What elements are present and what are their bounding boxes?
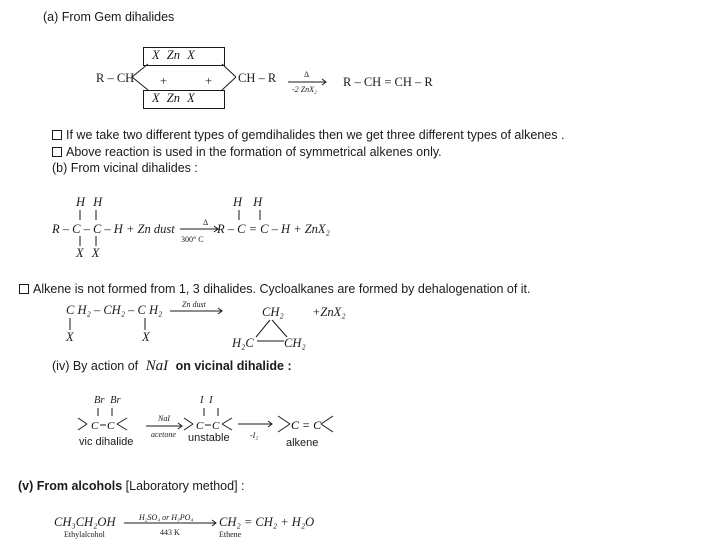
svg-text:C: C [107,420,115,432]
ring-top: CH₂ [262,305,284,319]
arrow-top-v: H₂SO₄ or H₃PO₄ [139,513,194,522]
reactant-v: CH₃CH₂OH [54,515,116,529]
arrow1-top: NaI [158,414,170,423]
product-label: Ethene [219,530,242,539]
right-group: CH – R [238,71,277,85]
label-alkene: alkene [286,437,319,449]
nai-reagent: NaI [145,358,169,374]
i-labels: I I [200,395,213,406]
h-top-left: H H [76,195,103,209]
note-1: If we take two different types of gemdihalides then we get three different types of alkenes . [52,128,564,142]
svg-text:C = C: C = C [291,418,322,432]
arrow-bottom-a: -2 ZnX₂ [292,85,317,94]
ring-left: H₂C [232,336,254,350]
ring-right: CH₂ [284,336,306,350]
section-a-heading: (a) From Gem dihalides [43,10,175,24]
reactant-label: Ethylalcohol [64,530,105,539]
label-unstable: unstable [188,432,230,444]
arrow1-bottom: acetone [151,430,176,439]
product-a: R – CH = CH – R [343,75,433,89]
plus-right: + [205,74,213,88]
h-top-right: H H [233,195,263,209]
reactant-13: C H₂ – CH₂ – C H₂ [66,303,163,317]
svg-text:C: C [91,420,99,432]
x-bottom: X X [76,246,100,260]
plus-left: + [160,74,168,88]
note-13: Alkene is not formed from 1, 3 dihalides. Cycloalkanes are formed by dehalogenation of it. [19,282,531,296]
top-row: X Zn X [152,48,195,62]
svg-text:C: C [212,420,220,432]
label-vic: vic dihalide [79,436,134,448]
br-labels: Br Br [94,395,121,406]
arrow-top-a: Δ [304,70,310,79]
arrow-bottom-b: 300° C [181,235,204,244]
x-left-13: X [66,330,74,344]
arrow2-bottom: -I₂ [250,431,259,440]
product-b: R – C = C – H + ZnX₂ [217,222,330,236]
arrow-bottom-v: 443 K [160,528,180,537]
arrow-top-13: Zn dust [182,300,206,309]
bottom-row: X Zn X [152,91,195,105]
x-right-13: X [142,330,150,344]
byproduct-13: +ZnX₂ [312,305,346,319]
chain-b: R – C – C – H + Zn dust [52,222,175,236]
note-2: Above reaction is used in the formation of symmetrical alkenes only. [52,145,442,159]
arrow-top-b: Δ [203,218,209,227]
svg-text:C: C [196,420,204,432]
left-group: R – CH [96,71,135,85]
section-b-heading: (b) From vicinal dihalides : [52,161,198,175]
section-v-heading: (v) From alcohols [Laboratory method] : [18,479,245,493]
product-v: CH₂ = CH₂ + H₂O [219,515,315,529]
section-iv-heading: (iv) By action of NaI on vicinal dihalide : [52,358,292,374]
